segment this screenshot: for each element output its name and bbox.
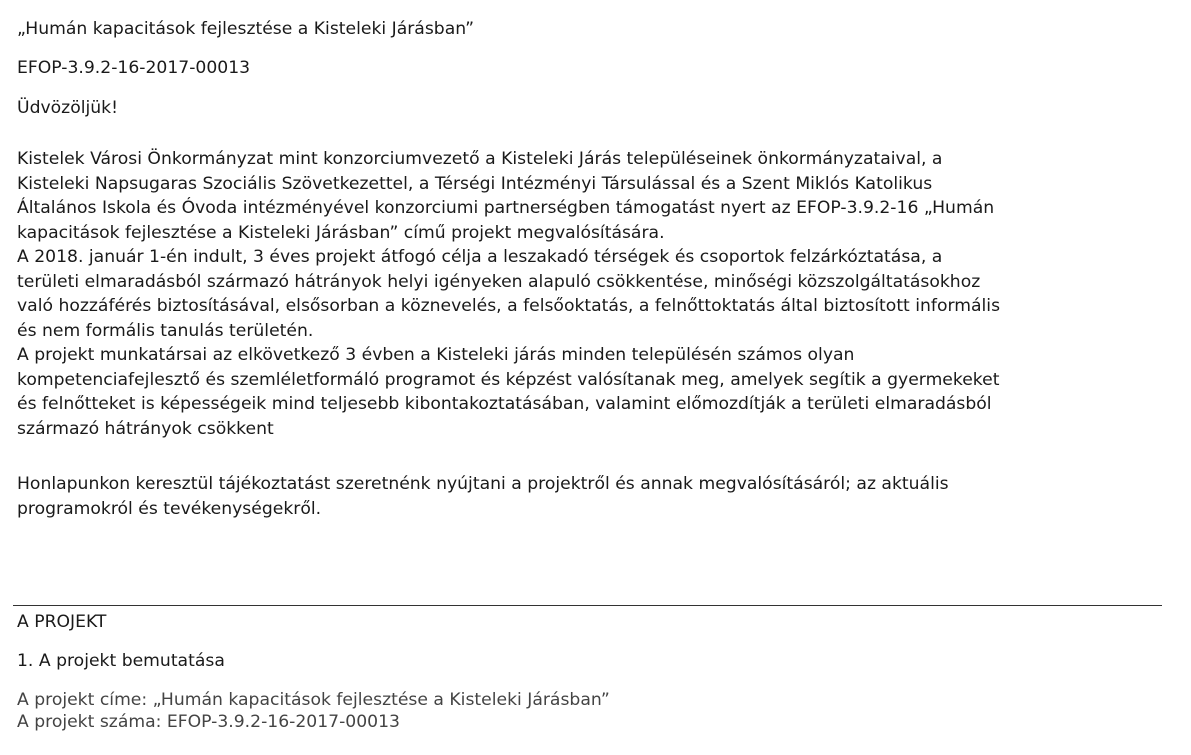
- intro-line: kapacitások fejlesztése a Kisteleki Járásban” című projekt megvalósítására.: [17, 222, 665, 243]
- intro-line: Általános Iskola és Óvoda intézményével konzorciumi partnerségben támogatást nyert az EFOP-3.9.2-16 „Humán: [17, 198, 995, 218]
- closing-line: programokról és tevékenységekről.: [17, 498, 322, 519]
- intro-line: származó hátrányok csökkent: [17, 418, 274, 439]
- intro-line: A 2018. január 1-én indult, 3 éves projekt átfogó célja a leszakadó térségek és csoportok felzárkóztatása, a: [17, 247, 943, 267]
- project-title-row: A projekt címe: „Humán kapacitások fejlesztése a Kisteleki Járásban”: [17, 690, 610, 710]
- project-title: „Humán kapacitások fejlesztése a Kisteleki Járásban”: [17, 19, 475, 39]
- section-divider: [13, 605, 1162, 606]
- intro-line: való hozzáférés biztosításával, elsősorban a köznevelés, a felsőoktatás, a felnőttoktatás által biztosított informális: [17, 296, 1001, 316]
- closing-line: Honlapunkon keresztül tájékoztatást szeretnénk nyújtani a projektről és annak megvalósításáról; az aktuális: [17, 474, 949, 494]
- intro-line: Kisteleki Napsugaras Szociális Szövetkezettel, a Térségi Intézményi Társulással és a Szent Miklós Katolikus: [17, 173, 933, 194]
- project-number-row: A projekt száma: EFOP-3.9.2-16-2017-00013: [17, 712, 400, 732]
- intro-line: Kistelek Városi Önkormányzat mint konzorciumvezető a Kisteleki Járás településeinek önkormányzataival, a: [17, 149, 943, 169]
- section-subheading: 1. A projekt bemutatása: [17, 651, 225, 671]
- intro-line: kompetenciafejlesztő és szemléletformáló programot és képzést valósítanak meg, amelyek segítik a gyermekeket: [17, 369, 1000, 390]
- intro-line: A projekt munkatársai az elkövetkező 3 évben a Kisteleki járás minden településén számos olyan: [17, 345, 855, 365]
- project-code: EFOP-3.9.2-16-2017-00013: [17, 58, 251, 78]
- intro-line: és nem formális tanulás területén.: [17, 320, 314, 341]
- section-heading: A PROJEKT: [17, 612, 107, 632]
- intro-paragraph: [17, 147, 1167, 441]
- closing-paragraph: [17, 472, 1167, 521]
- intro-line: területi elmaradásból származó hátrányok helyi igényeken alapuló csökkentése, minőségi közszolgáltatásokhoz: [17, 271, 981, 292]
- greeting: Üdvözöljük!: [17, 98, 119, 118]
- intro-line: és felnőtteket is képességeik mind teljesebb kibontakoztatásában, valamint előmozdítják a területi elmaradásból: [17, 394, 992, 414]
